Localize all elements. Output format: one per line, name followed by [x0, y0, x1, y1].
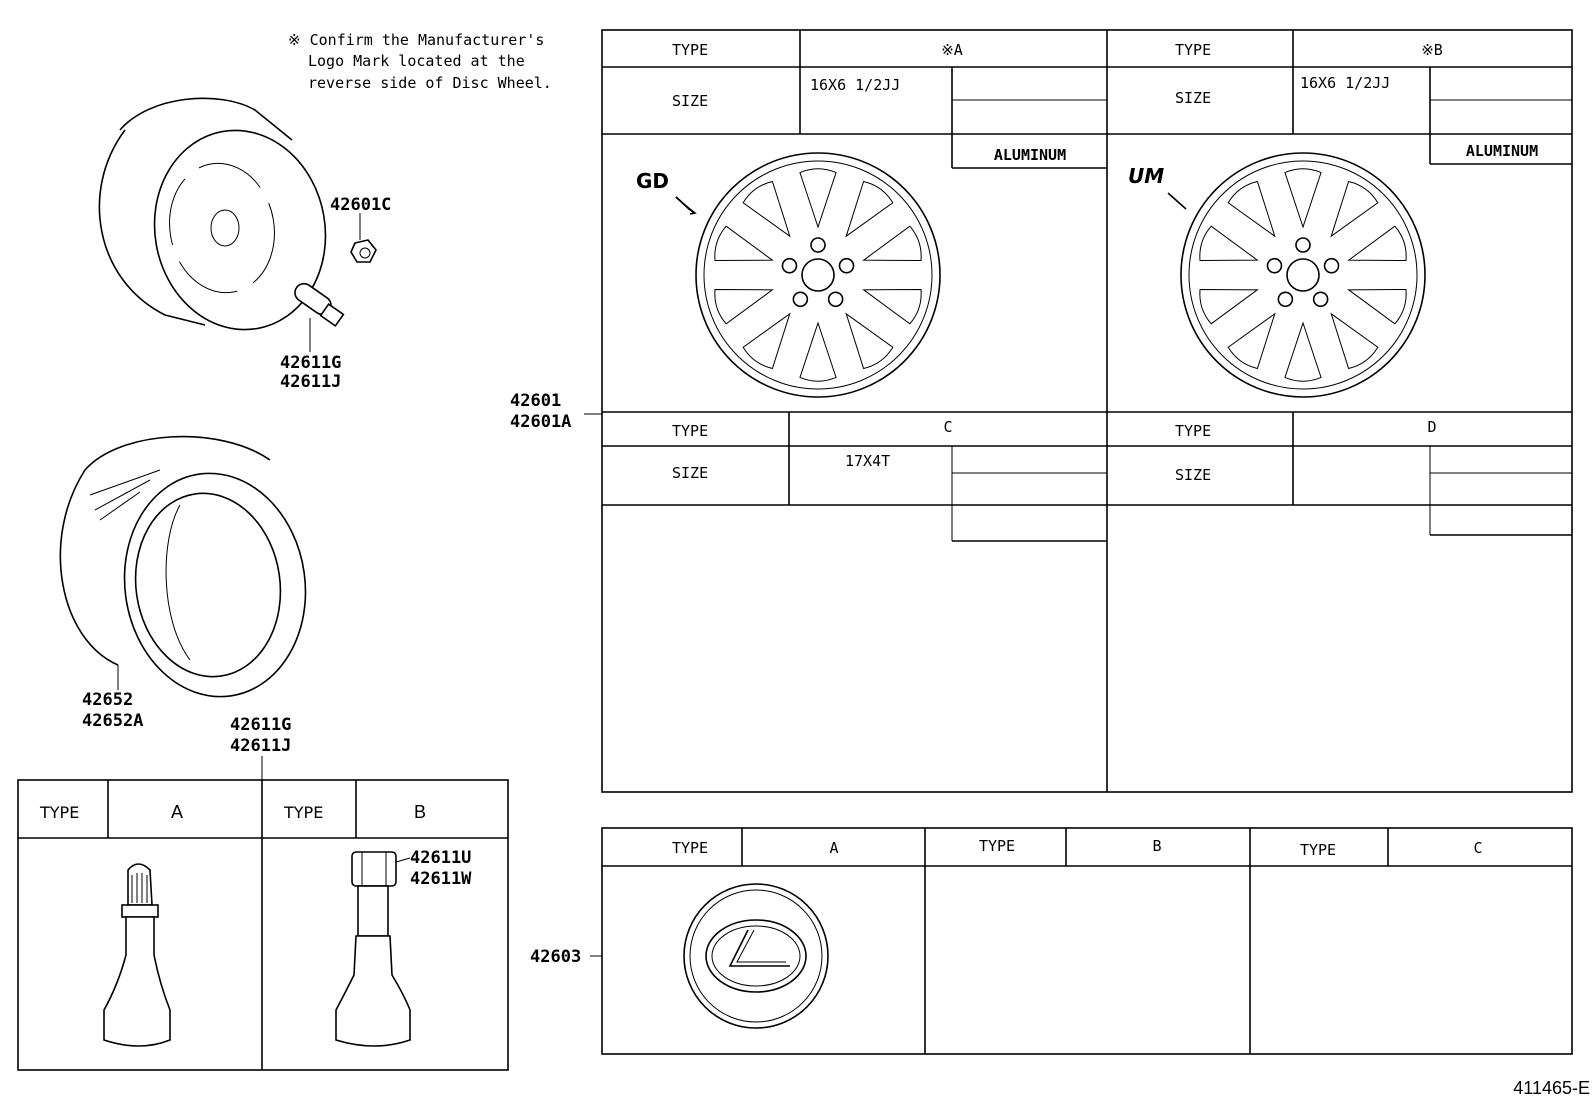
part-number-tire-a[interactable]: 42652	[82, 690, 134, 710]
note-line-3: reverse side of Disc Wheel.	[308, 74, 552, 92]
ornament-type-b: B	[1152, 837, 1162, 855]
alloy-wheel-a-icon	[696, 153, 940, 397]
part-number-cap-a[interactable]: 42611U	[410, 848, 472, 868]
part-number-valve-top-b[interactable]: 42611J	[230, 736, 292, 756]
wheel-size-label-d: SIZE	[1175, 466, 1212, 484]
valve-type-table	[18, 780, 508, 1070]
part-number-ornament[interactable]: 42603	[530, 947, 582, 967]
valve-type-b: B	[413, 802, 427, 822]
wheel-type-a: ※A	[941, 41, 963, 59]
valve-a-icon	[104, 864, 170, 1046]
valve-stem-icon	[291, 280, 343, 352]
manufacturer-note	[288, 31, 552, 92]
manufacturer-logo-a: GD	[636, 169, 670, 193]
valve-type-label-1: TYPE	[40, 803, 80, 822]
wheel-type-d: D	[1427, 418, 1437, 436]
ornament-type-a: A	[829, 839, 839, 857]
wheel-type-b: ※B	[1421, 41, 1443, 59]
valve-type-label-2: TYPE	[284, 803, 324, 822]
tire-illustration	[60, 437, 319, 709]
manufacturer-logo-b: UM	[1128, 164, 1165, 188]
note-line-1: ※ Confirm the Manufacturer's	[288, 31, 545, 49]
part-number-wheel-a[interactable]: 42601	[510, 391, 562, 411]
wheel-material-a: ALUMINUM	[993, 146, 1067, 164]
lexus-emblem-icon	[684, 884, 828, 1028]
ornament-type-label-1: TYPE	[671, 839, 709, 857]
hub-nut-icon	[351, 213, 376, 262]
part-number-nut[interactable]: 42601C	[330, 195, 392, 215]
part-number-valve-a[interactable]: 42611G	[280, 353, 342, 373]
wheel-size-b: 16X6 1/2JJ	[1300, 74, 1391, 92]
part-number-valve-top-a[interactable]: 42611G	[230, 715, 292, 735]
wheel-size-label-b: SIZE	[1175, 89, 1212, 107]
alloy-wheel-b-icon	[1181, 153, 1425, 397]
wheel-type-table	[602, 30, 1572, 792]
wheel-type-label-b: TYPE	[1175, 41, 1212, 59]
wheel-size-a: 16X6 1/2JJ	[810, 76, 901, 94]
wheel-type-label-c: TYPE	[672, 422, 709, 440]
part-number-cap-b[interactable]: 42611W	[410, 869, 472, 889]
valve-b-icon	[336, 852, 410, 1046]
wheel-type-c: C	[943, 418, 953, 436]
valve-type-a: A	[170, 802, 184, 822]
wheel-type-label-a: TYPE	[672, 41, 709, 59]
part-number-tire-b[interactable]: 42652A	[82, 711, 144, 731]
disc-wheel-illustration	[99, 98, 341, 343]
wheel-size-label-c: SIZE	[672, 464, 709, 482]
part-number-valve-b[interactable]: 42611J	[280, 372, 342, 392]
ornament-type-label-2: TYPE	[978, 837, 1016, 855]
wheel-material-b: ALUMINUM	[1465, 142, 1539, 160]
note-line-2: Logo Mark located at the	[308, 52, 525, 70]
wheel-size-c: 17X4T	[845, 452, 891, 470]
arrow-icon	[1168, 193, 1186, 209]
part-number-wheel-b[interactable]: 42601A	[510, 412, 572, 432]
figure-id: 411465-E	[1513, 1078, 1590, 1098]
ornament-type-c: C	[1473, 839, 1483, 857]
arrow-icon	[676, 197, 695, 214]
wheel-size-label-a: SIZE	[672, 92, 709, 110]
wheel-type-label-d: TYPE	[1175, 422, 1212, 440]
ornament-type-label-3: TYPE	[1299, 841, 1337, 859]
ornament-type-table	[602, 828, 1572, 1054]
